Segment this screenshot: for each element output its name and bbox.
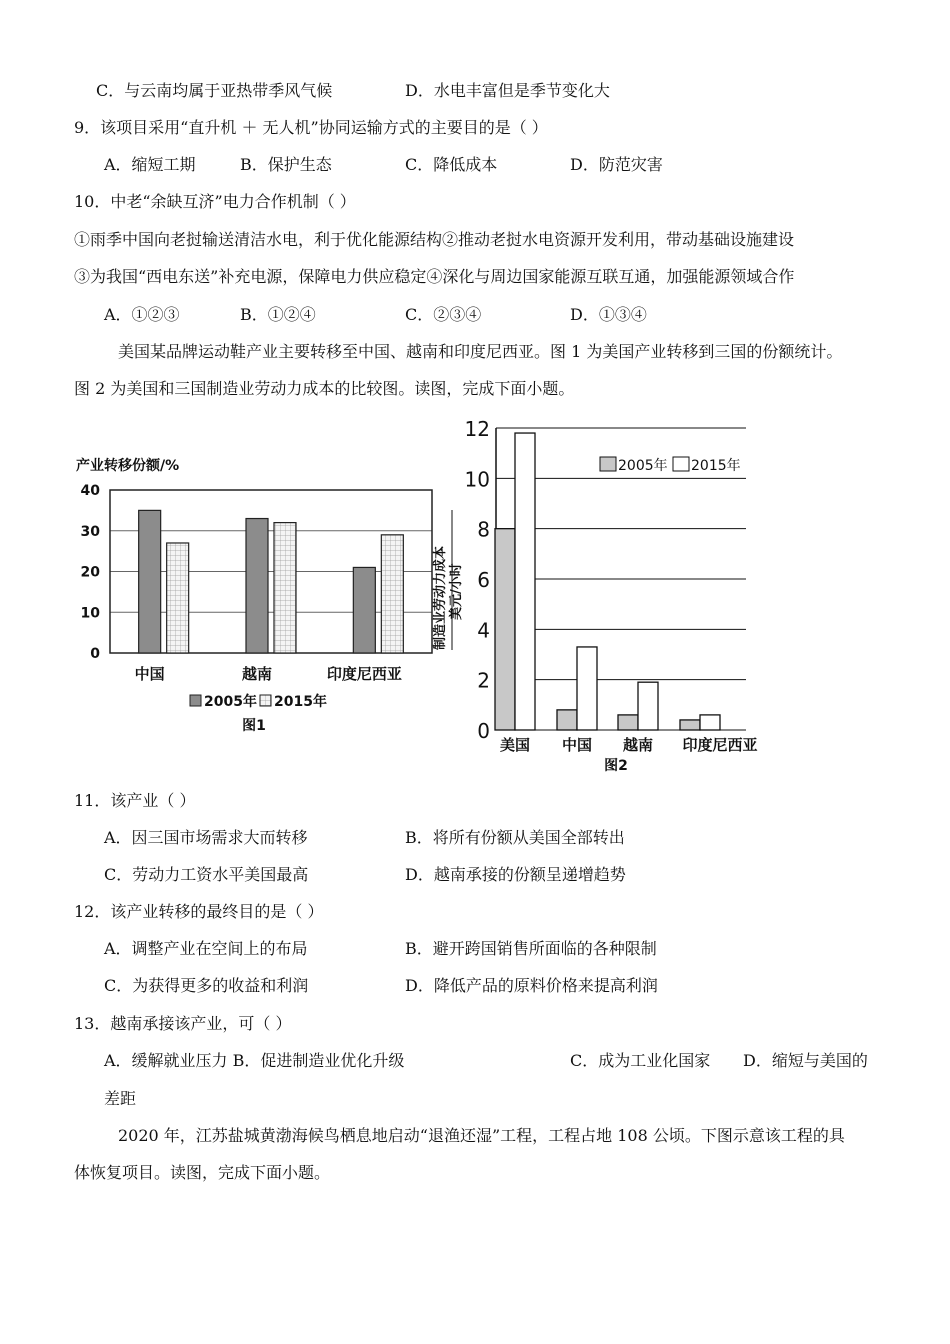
- q12-option-c: C．为获得更多的收益和利润: [104, 976, 309, 995]
- figure1-legend-label: 2005年: [204, 694, 257, 710]
- figure2-ytick-label: 6: [477, 568, 490, 592]
- figure2-bar: [638, 682, 658, 730]
- q9-option-a: A．缩短工期: [104, 155, 196, 174]
- figure1-category-label: 越南: [241, 665, 273, 683]
- figure2-legend-swatch: [600, 457, 616, 471]
- figure2-ytick-label: 4: [477, 618, 490, 643]
- q9-stem: 9．该项目采用“直升机 ＋ 无人机”协同运输方式的主要目的是（ ）: [74, 118, 548, 137]
- q11-stem: 11．该产业（ ）: [74, 791, 196, 810]
- figure2-legend-label: 2005年: [618, 458, 668, 474]
- q13-stem: 13．越南承接该产业，可（ ）: [74, 1014, 292, 1033]
- figure2-ylabel-line1: 制造业劳动力成本: [433, 545, 448, 650]
- figure1-bar: [167, 543, 189, 653]
- q10-option-b: B．①②④: [240, 305, 316, 324]
- passage1-line1: 美国某品牌运动鞋产业主要转移至中国、越南和印度尼西亚。图 1 为美国产业转移到三国的份额统计。: [118, 342, 843, 361]
- figure1-legend-label: 2015年: [274, 694, 327, 710]
- q10-option-a: A．①②③: [104, 305, 180, 324]
- q13-option-ab: A．缓解就业压力 B．促进制造业优化升级: [104, 1051, 405, 1070]
- figure1-bar: [381, 535, 403, 653]
- figure1-category-label: 印度尼西亚: [326, 665, 402, 683]
- q11-option-b: B．将所有份额从美国全部转出: [405, 828, 625, 847]
- figure1-ytick-label: 10: [80, 605, 100, 622]
- figure2-bar: [700, 715, 720, 730]
- q13-option-c: C．成为工业化国家: [570, 1051, 711, 1070]
- figure2-category-label: 美国: [499, 736, 531, 754]
- figure2-bar: [495, 529, 515, 730]
- figure1-category-label: 中国: [134, 665, 165, 683]
- figure2-category-label: 中国: [561, 736, 593, 754]
- figure2-ytick-label: 2: [477, 668, 490, 693]
- figure1-legend-swatch: [190, 695, 201, 706]
- q8-option-c: C．与云南均属于亚热带季风气候: [96, 81, 333, 100]
- figure2-bar: [577, 647, 597, 730]
- figure2-ytick-label: 0: [477, 719, 490, 743]
- q10-stem: 10．中老“余缺互济”电力合作机制（ ）: [74, 192, 356, 211]
- figure2-legend-label: 2015年: [691, 458, 741, 474]
- figure2-ytick-label: 8: [477, 517, 490, 542]
- figure2-ytick-label: 10: [464, 467, 490, 492]
- figure2-bar: [680, 720, 700, 730]
- q13-option-d: D．缩短与美国的: [743, 1051, 868, 1070]
- q10-option-d: D．①③④: [570, 305, 647, 324]
- q10-statement-line2: ③为我国“西电东送”补充电源，保障电力供应稳定④深化与周边国家能源互联互通，加强能源领域合作: [74, 267, 795, 286]
- q13-option-d-wrap: 差距: [104, 1089, 137, 1108]
- q9-option-d: D．防范灾害: [570, 155, 663, 174]
- figure1-legend-swatch: [260, 695, 271, 706]
- q12-option-a: A．调整产业在空间上的布局: [104, 939, 308, 958]
- figure1-bar: [274, 523, 296, 653]
- figure1-bar-chart: [70, 440, 440, 750]
- q11-option-d: D．越南承接的份额呈递增趋势: [405, 865, 626, 884]
- q9-option-b: B．保护生态: [240, 155, 332, 174]
- figure1-ylabel: 产业转移份额/%: [76, 458, 180, 474]
- figure1-bar: [139, 510, 161, 653]
- q12-stem: 12．该产业转移的最终目的是（ ）: [74, 902, 324, 921]
- passage2-line1: 2020 年，江苏盐城黄渤海候鸟栖息地启动“退渔还湿”工程，工程占地 108 公顷。下图示意该工程的具: [118, 1126, 845, 1145]
- q11-option-c: C．劳动力工资水平美国最高: [104, 865, 309, 884]
- q9-option-c: C．降低成本: [405, 155, 498, 174]
- figure2-category-label: 越南: [622, 736, 654, 754]
- q12-option-d: D．降低产品的原料价格来提高利润: [405, 976, 658, 995]
- passage1-line2: 图 2 为美国和三国制造业劳动力成本的比较图。读图，完成下面小题。: [74, 379, 575, 398]
- figure1-ytick-label: 0: [90, 646, 100, 662]
- q12-option-b: B．避开跨国销售所面临的各种限制: [405, 939, 657, 958]
- figure2-bar: [515, 433, 535, 730]
- figure2-bar: [557, 710, 577, 730]
- q10-statement-line1: ①雨季中国向老挝输送清洁水电，利于优化能源结构②推动老挝水电资源开发利用，带动基础设施建设: [74, 230, 795, 249]
- figure2-category-label: 印度尼西亚: [682, 736, 758, 754]
- passage2-line2: 体恢复项目。读图，完成下面小题。: [74, 1163, 331, 1182]
- q10-option-c: C．②③④: [405, 305, 482, 324]
- q11-option-a: A．因三国市场需求大而转移: [104, 828, 308, 847]
- figure2-bar: [618, 715, 638, 730]
- figure2-ytick-label: 12: [464, 417, 490, 441]
- figure1-ytick-label: 40: [80, 483, 100, 499]
- figure1-ytick-label: 20: [80, 564, 100, 581]
- figure1-bar: [353, 567, 375, 653]
- figure1-bar: [246, 519, 268, 653]
- figure1-title: 图1: [242, 718, 266, 734]
- figure2-ylabel-line2: 美元/小时: [449, 563, 464, 620]
- q8-option-d: D．水电丰富但是季节变化大: [405, 81, 610, 100]
- figure2-ylabel: [432, 546, 464, 650]
- figure2-bar-chart: [430, 410, 790, 780]
- figure2-title: 图2: [604, 758, 628, 774]
- figure2-legend-swatch: [673, 457, 689, 471]
- figure1-ytick-label: 30: [80, 523, 100, 540]
